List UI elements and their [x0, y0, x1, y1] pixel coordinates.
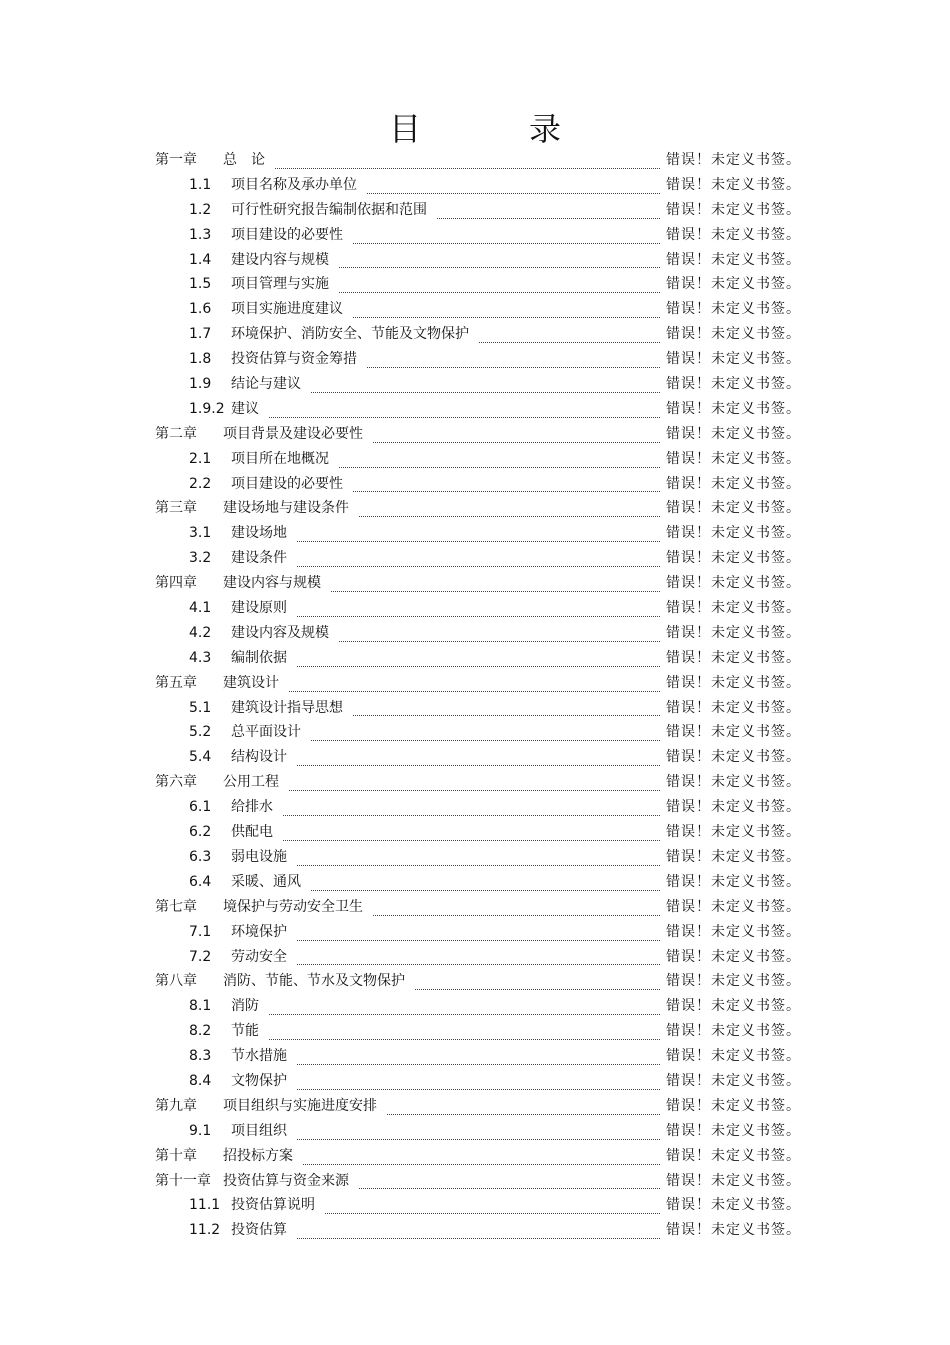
toc-chapter-entry[interactable]: [155, 496, 801, 521]
toc-page-reference: 错误！未定义书签。: [666, 774, 801, 791]
dot-leader: [297, 940, 660, 941]
toc-entry-label: 项目建设的必要性: [231, 475, 343, 492]
toc-entry-number: 6.1: [189, 799, 212, 816]
toc-page-reference: 错误！未定义书签。: [666, 1048, 801, 1065]
toc-section-entry[interactable]: [155, 347, 801, 372]
dot-leader: [297, 616, 660, 617]
toc-entry-label: 消防: [231, 998, 259, 1015]
toc-page-reference: 错误！未定义书签。: [666, 674, 801, 691]
toc-entry-label: 投资估算: [231, 1222, 287, 1239]
toc-entry-label: 环境保护: [231, 923, 287, 940]
toc-entry-number: 第五章: [155, 674, 197, 691]
toc-entry-number: 第一章: [155, 152, 197, 168]
dot-leader: [353, 317, 660, 318]
toc-entry-number: 3.2: [189, 550, 212, 567]
toc-entry-number: 5.4: [189, 749, 212, 766]
dot-leader: [269, 1014, 660, 1015]
toc-entry-number: 第六章: [155, 774, 197, 791]
toc-entry-number: 8.3: [189, 1048, 212, 1065]
toc-page-reference: 错误！未定义书签。: [666, 1023, 801, 1040]
toc-chapter-entry[interactable]: [155, 895, 801, 920]
dot-leader: [297, 964, 660, 965]
toc-section-entry[interactable]: [155, 272, 801, 297]
dot-leader: [289, 691, 660, 692]
dot-leader: [373, 915, 660, 916]
toc-section-entry[interactable]: [155, 994, 801, 1019]
toc-entry-label: 项目名称及承办单位: [231, 176, 357, 193]
toc-page-reference: 错误！未定义书签。: [666, 301, 801, 318]
toc-chapter-entry[interactable]: [155, 571, 801, 596]
toc-entry-number: 第三章: [155, 500, 197, 517]
toc-entry-label: 投资估算说明: [231, 1197, 315, 1214]
toc-entry-number: 1.3: [189, 226, 212, 243]
toc-page-reference: 错误！未定义书签。: [666, 1172, 801, 1189]
toc-page-reference: 错误！未定义书签。: [666, 326, 801, 343]
dot-leader: [353, 715, 660, 716]
toc-entry-number: 4.2: [189, 624, 212, 641]
toc-entry-label: 建设内容与规模: [223, 575, 321, 592]
toc-page-reference: 错误！未定义书签。: [666, 873, 801, 890]
toc-entry-label: 项目背景及建设必要性: [223, 425, 363, 442]
toc-page-reference: 错误！未定义书签。: [666, 1222, 801, 1239]
toc-entry-number: 3.1: [189, 525, 212, 542]
toc-title: 目 录: [388, 110, 599, 148]
toc-entry-number: 8.4: [189, 1072, 212, 1089]
toc-entry-number: 6.2: [189, 824, 212, 841]
toc-entry-label: 项目实施进度建议: [231, 301, 343, 318]
toc-entry-number: 7.2: [189, 948, 212, 965]
toc-page-reference: 错误！未定义书签。: [666, 799, 801, 816]
dot-leader: [303, 1164, 660, 1165]
toc-entry-number: 1.6: [189, 301, 212, 318]
toc-page-reference: 错误！未定义书签。: [666, 649, 801, 666]
toc-entry-number: 1.7: [189, 326, 212, 343]
toc-entry-number: 1.1: [189, 176, 212, 193]
toc-entry-label: 消防、节能、节水及文物保护: [223, 973, 405, 990]
toc-entry-number: 7.1: [189, 923, 212, 940]
dot-leader: [297, 566, 660, 567]
toc-entry-number: 2.1: [189, 450, 212, 467]
toc-page-reference: 错误！未定义书签。: [666, 724, 801, 741]
toc-chapter-entry[interactable]: [155, 1169, 801, 1194]
toc-section-entry[interactable]: [155, 1218, 801, 1243]
toc-page-reference: 错误！未定义书签。: [666, 998, 801, 1015]
toc-entry-label: 项目建设的必要性: [231, 226, 343, 243]
toc-section-entry[interactable]: [155, 795, 801, 820]
toc-entry-number: 1.9.2: [189, 400, 225, 417]
toc-page-reference: 错误！未定义书签。: [666, 1147, 801, 1164]
toc-section-entry[interactable]: [155, 1193, 801, 1218]
toc-page-reference: 错误！未定义书签。: [666, 923, 801, 940]
dot-leader: [367, 193, 660, 194]
toc-chapter-entry[interactable]: [155, 770, 801, 795]
toc-entry-number: 第九章: [155, 1097, 197, 1114]
toc-page-reference: 错误！未定义书签。: [666, 848, 801, 865]
toc-entry-number: 第八章: [155, 973, 197, 990]
toc-entry-number: 9.1: [189, 1122, 212, 1139]
dot-leader: [311, 890, 660, 891]
toc-entry-label: 项目组织: [231, 1122, 287, 1139]
toc-section-entry[interactable]: [155, 1019, 801, 1044]
toc-section-entry[interactable]: [155, 845, 801, 870]
toc-page-reference: 错误！未定义书签。: [666, 699, 801, 716]
toc-page-reference: 错误！未定义书签。: [666, 824, 801, 841]
dot-leader: [339, 267, 660, 268]
dot-leader: [297, 1089, 660, 1090]
toc-section-entry[interactable]: [155, 546, 801, 571]
toc-entry-number: 11.1: [189, 1197, 221, 1214]
toc-page-reference: 错误！未定义书签。: [666, 550, 801, 567]
toc-page-reference: 错误！未定义书签。: [666, 973, 801, 990]
toc-section-entry[interactable]: [155, 198, 801, 223]
toc-entry-number: 8.2: [189, 1023, 212, 1040]
toc-page-reference: 错误！未定义书签。: [666, 400, 801, 417]
toc-section-entry[interactable]: [155, 297, 801, 322]
toc-entry-label: 环境保护、消防安全、节能及文物保护: [231, 326, 469, 343]
toc-page-reference: 错误！未定义书签。: [666, 450, 801, 467]
toc-entry-number: 6.4: [189, 873, 212, 890]
toc-entry-number: 2.2: [189, 475, 212, 492]
toc-entry-label: 总平面设计: [231, 724, 301, 741]
toc-page-reference: 错误！未定义书签。: [666, 1122, 801, 1139]
toc-section-entry[interactable]: [155, 397, 801, 422]
toc-entry-label: 招投标方案: [223, 1147, 293, 1164]
toc-entry-number: 1.9: [189, 376, 212, 393]
toc-entry-label: 建筑设计指导思想: [231, 699, 343, 716]
dot-leader: [297, 1064, 660, 1065]
toc-section-entry[interactable]: [155, 945, 801, 970]
toc-page-reference: 错误！未定义书签。: [666, 251, 801, 268]
toc-page-reference: 错误！未定义书签。: [666, 624, 801, 641]
toc-section-entry[interactable]: [155, 720, 801, 745]
toc-entry-label: 投资估算与资金来源: [223, 1172, 349, 1189]
toc-page-reference: 错误！未定义书签。: [666, 176, 801, 193]
toc-entry-label: 结构设计: [231, 749, 287, 766]
toc-page-reference: 错误！未定义书签。: [666, 201, 801, 218]
toc-section-entry[interactable]: [155, 472, 801, 497]
toc-page-reference: 错误！未定义书签。: [666, 500, 801, 517]
toc-page-reference: 错误！未定义书签。: [666, 351, 801, 368]
dot-leader: [289, 790, 660, 791]
toc-section-entry[interactable]: [155, 920, 801, 945]
toc-entry-number: 8.1: [189, 998, 212, 1015]
toc-section-entry[interactable]: [155, 870, 801, 895]
toc-section-entry[interactable]: [155, 223, 801, 248]
dot-leader: [415, 989, 660, 990]
toc-section-entry[interactable]: [155, 696, 801, 721]
dot-leader: [297, 541, 660, 542]
toc-entry-label: 投资估算与资金筹措: [231, 351, 357, 368]
toc-chapter-entry[interactable]: [155, 1094, 801, 1119]
toc-entry-label: 节能: [231, 1023, 259, 1040]
toc-entry-label: 可行性研究报告编制依据和范围: [231, 201, 427, 218]
toc-entry-number: 第七章: [155, 898, 197, 915]
toc-entry-number: 6.3: [189, 848, 212, 865]
dot-leader: [353, 243, 660, 244]
dot-leader: [437, 218, 660, 219]
toc-entry-number: 1.4: [189, 251, 212, 268]
toc-section-entry[interactable]: [155, 1069, 801, 1094]
toc-page-reference: 错误！未定义书签。: [666, 152, 801, 168]
dot-leader: [359, 516, 660, 517]
toc-entry-number: 第十章: [155, 1147, 197, 1164]
toc-entry-label: 建设条件: [231, 550, 287, 567]
dot-leader: [269, 417, 660, 418]
toc-chapter-entry[interactable]: [155, 148, 801, 173]
dot-leader: [297, 1139, 660, 1140]
toc-entry-label: 项目所在地概况: [231, 450, 329, 467]
dot-leader: [283, 840, 660, 841]
toc-entry-number: 1.8: [189, 351, 212, 368]
dot-leader: [275, 168, 660, 169]
toc-entry-number: 第四章: [155, 575, 197, 592]
toc-page-reference: 错误！未定义书签。: [666, 749, 801, 766]
toc-section-entry[interactable]: [155, 820, 801, 845]
toc-entry-label: 建设内容及规模: [231, 624, 329, 641]
toc-page-reference: 错误！未定义书签。: [666, 948, 801, 965]
toc-entry-label: 项目组织与实施进度安排: [223, 1097, 377, 1114]
dot-leader: [331, 591, 660, 592]
toc-section-entry[interactable]: [155, 745, 801, 770]
toc-entry-label: 建设原则: [231, 600, 287, 617]
toc-page-reference: 错误！未定义书签。: [666, 898, 801, 915]
dot-leader: [373, 442, 660, 443]
dot-leader: [387, 1114, 660, 1115]
toc-entry-number: 11.2: [189, 1222, 221, 1239]
dot-leader: [297, 1238, 660, 1239]
toc-section-entry[interactable]: [155, 521, 801, 546]
toc-page-reference: 错误！未定义书签。: [666, 600, 801, 617]
toc-entry-label: 建设内容与规模: [231, 251, 329, 268]
dot-leader: [367, 367, 660, 368]
toc-entry-label: 文物保护: [231, 1072, 287, 1089]
toc-entry-label: 公用工程: [223, 774, 279, 791]
toc-page-reference: 错误！未定义书签。: [666, 525, 801, 542]
toc-entry-label: 境保护与劳动安全卫生: [223, 898, 363, 915]
toc-entry-number: 1.2: [189, 201, 212, 218]
toc-chapter-entry[interactable]: [155, 1144, 801, 1169]
toc-section-entry[interactable]: [155, 372, 801, 397]
toc-entry-number: 5.2: [189, 724, 212, 741]
toc-entry-number: 第十一章: [155, 1172, 211, 1189]
toc-entry-label: 采暖、通风: [231, 873, 301, 890]
toc-entry-label: 编制依据: [231, 649, 287, 666]
toc-entry-label: 总 论: [223, 152, 265, 168]
dot-leader: [339, 641, 660, 642]
toc-entry-number: 5.1: [189, 699, 212, 716]
dot-leader: [311, 392, 660, 393]
toc-page-reference: 错误！未定义书签。: [666, 425, 801, 442]
dot-leader: [311, 740, 660, 741]
toc-entry-label: 给排水: [231, 799, 273, 816]
toc-section-entry[interactable]: [155, 248, 801, 273]
dot-leader: [297, 666, 660, 667]
dot-leader: [297, 765, 660, 766]
toc-entry-label: 建设场地: [231, 525, 287, 542]
toc-page-reference: 错误！未定义书签。: [666, 575, 801, 592]
toc-page-reference: 错误！未定义书签。: [666, 226, 801, 243]
dot-leader: [269, 1039, 660, 1040]
toc-entry-label: 供配电: [231, 824, 273, 841]
toc-entry-label: 建筑设计: [223, 674, 279, 691]
toc-entry-number: 4.3: [189, 649, 212, 666]
toc-entry-number: 4.1: [189, 600, 212, 617]
toc-page-reference: 错误！未定义书签。: [666, 376, 801, 393]
toc-chapter-entry[interactable]: [155, 671, 801, 696]
toc-section-entry[interactable]: [155, 447, 801, 472]
dot-leader: [297, 865, 660, 866]
dot-leader: [339, 467, 660, 468]
table-of-contents: [155, 148, 801, 1243]
toc-section-entry[interactable]: [155, 621, 801, 646]
dot-leader: [283, 815, 660, 816]
toc-page-reference: 错误！未定义书签。: [666, 475, 801, 492]
toc-section-entry[interactable]: [155, 1119, 801, 1144]
toc-page-reference: 错误！未定义书签。: [666, 276, 801, 293]
toc-section-entry[interactable]: [155, 1044, 801, 1069]
toc-chapter-entry[interactable]: [155, 422, 801, 447]
toc-entry-label: 弱电设施: [231, 848, 287, 865]
toc-page-reference: 错误！未定义书签。: [666, 1097, 801, 1114]
toc-section-entry[interactable]: [155, 173, 801, 198]
toc-entry-label: 项目管理与实施: [231, 276, 329, 293]
toc-chapter-entry[interactable]: [155, 969, 801, 994]
toc-entry-label: 建设场地与建设条件: [223, 500, 349, 517]
toc-page-reference: 错误！未定义书签。: [666, 1072, 801, 1089]
dot-leader: [353, 491, 660, 492]
toc-entry-label: 建议: [231, 400, 259, 417]
dot-leader: [325, 1213, 660, 1214]
dot-leader: [359, 1188, 660, 1189]
toc-entry-label: 节水措施: [231, 1048, 287, 1065]
toc-entry-number: 1.5: [189, 276, 212, 293]
toc-section-entry[interactable]: [155, 322, 801, 347]
dot-leader: [479, 342, 660, 343]
dot-leader: [339, 292, 660, 293]
toc-section-entry[interactable]: [155, 596, 801, 621]
toc-entry-label: 结论与建议: [231, 376, 301, 393]
toc-page-reference: 错误！未定义书签。: [666, 1197, 801, 1214]
toc-entry-label: 劳动安全: [231, 948, 287, 965]
toc-entry-number: 第二章: [155, 425, 197, 442]
toc-section-entry[interactable]: [155, 646, 801, 671]
